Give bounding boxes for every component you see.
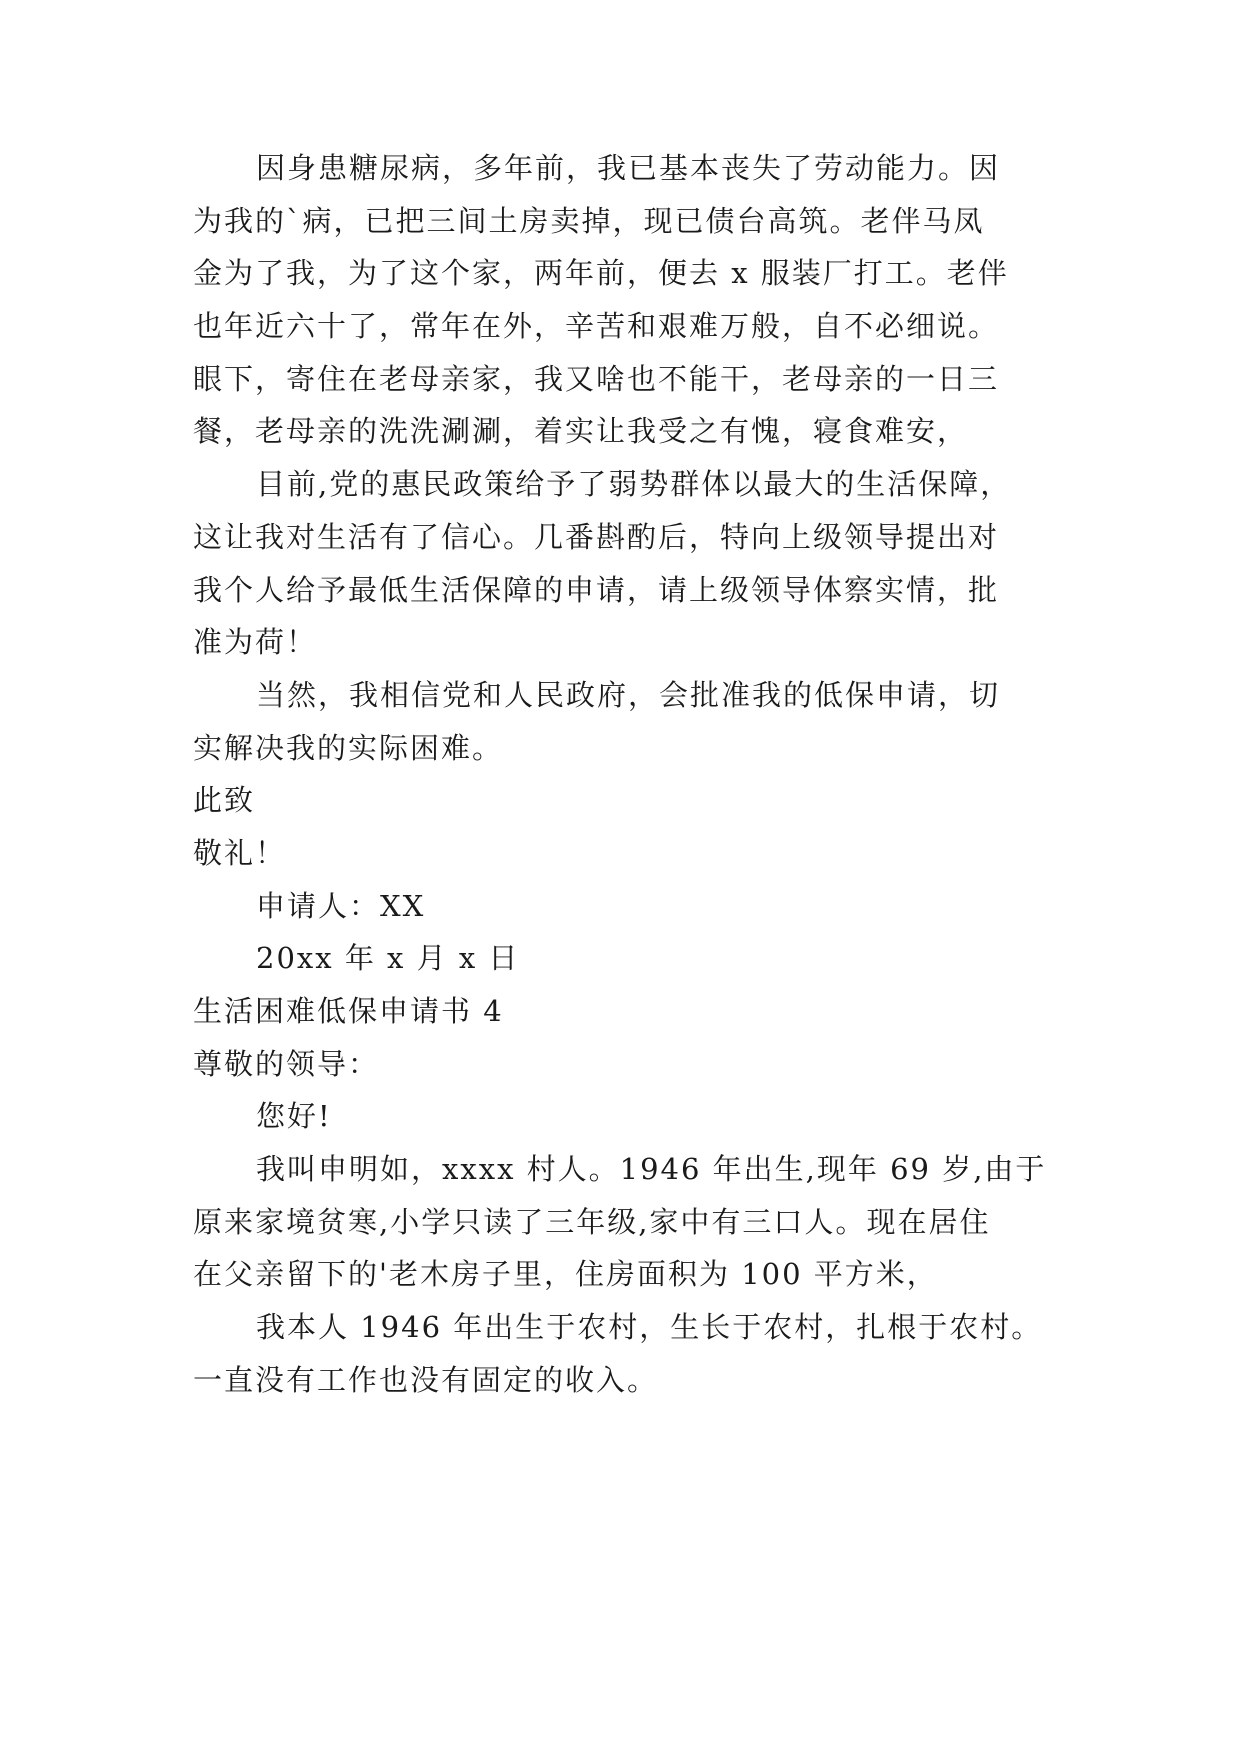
paragraph-line: 我个人给予最低生活保障的申请，请上级领导体察实情，批 xyxy=(193,573,1000,607)
paragraph-line: 餐，老母亲的洗洗涮涮，着实让我受之有愧，寝食难安， xyxy=(193,414,969,448)
paragraph-line: 目前,党的惠民政策给予了弱势群体以最大的生活保障， xyxy=(256,467,1012,501)
paragraph-line: 我本人 1946 年出生于农村，生长于农村，扎根于农村。 xyxy=(256,1310,1043,1344)
paragraph-line: 金为了我，为了这个家，两年前，便去 x 服装厂打工。老伴 xyxy=(193,256,1009,290)
paragraph-line: 准为荷！ xyxy=(193,625,318,659)
applicant-line: 申请人：XX xyxy=(256,889,426,923)
paragraph-line: 原来家境贫寒,小学只读了三年级,家中有三口人。现在居住 xyxy=(193,1205,991,1239)
paragraph-line: 实解决我的实际困难。 xyxy=(193,731,504,765)
closing-line: 此致 xyxy=(193,783,256,817)
paragraph-line: 在父亲留下的'老木房子里，住房面积为 100 平方米， xyxy=(193,1257,938,1291)
salutation: 尊敬的领导： xyxy=(193,1047,380,1081)
paragraph-line: 为我的`病，已把三间土房卖掉，现已债台高筑。老伴马凤 xyxy=(193,204,985,238)
paragraph-line: 眼下，寄住在老母亲家，我又啥也不能干，老母亲的一日三 xyxy=(193,362,1000,396)
paragraph-line: 一直没有工作也没有固定的收入。 xyxy=(193,1363,659,1397)
paragraph-line: 因身患糖尿病，多年前，我已基本丧失了劳动能力。因 xyxy=(256,151,1001,185)
paragraph-line: 这让我对生活有了信心。几番斟酌后，特向上级领导提出对 xyxy=(193,520,1000,554)
closing-salute: 敬礼！ xyxy=(193,836,287,870)
paragraph-line: 也年近六十了，常年在外，辛苦和艰难万般，自不必细说。 xyxy=(193,309,1000,343)
date-line: 20xx 年 x 月 x 日 xyxy=(256,941,520,975)
greeting: 您好! xyxy=(256,1099,332,1133)
paragraph-line: 当然，我相信党和人民政府，会批准我的低保申请，切 xyxy=(256,678,1001,712)
paragraph-line: 我叫申明如，xxxx 村人。1946 年出生,现年 69 岁,由于 xyxy=(256,1152,1047,1186)
section-title: 生活困难低保申请书 4 xyxy=(193,994,504,1028)
